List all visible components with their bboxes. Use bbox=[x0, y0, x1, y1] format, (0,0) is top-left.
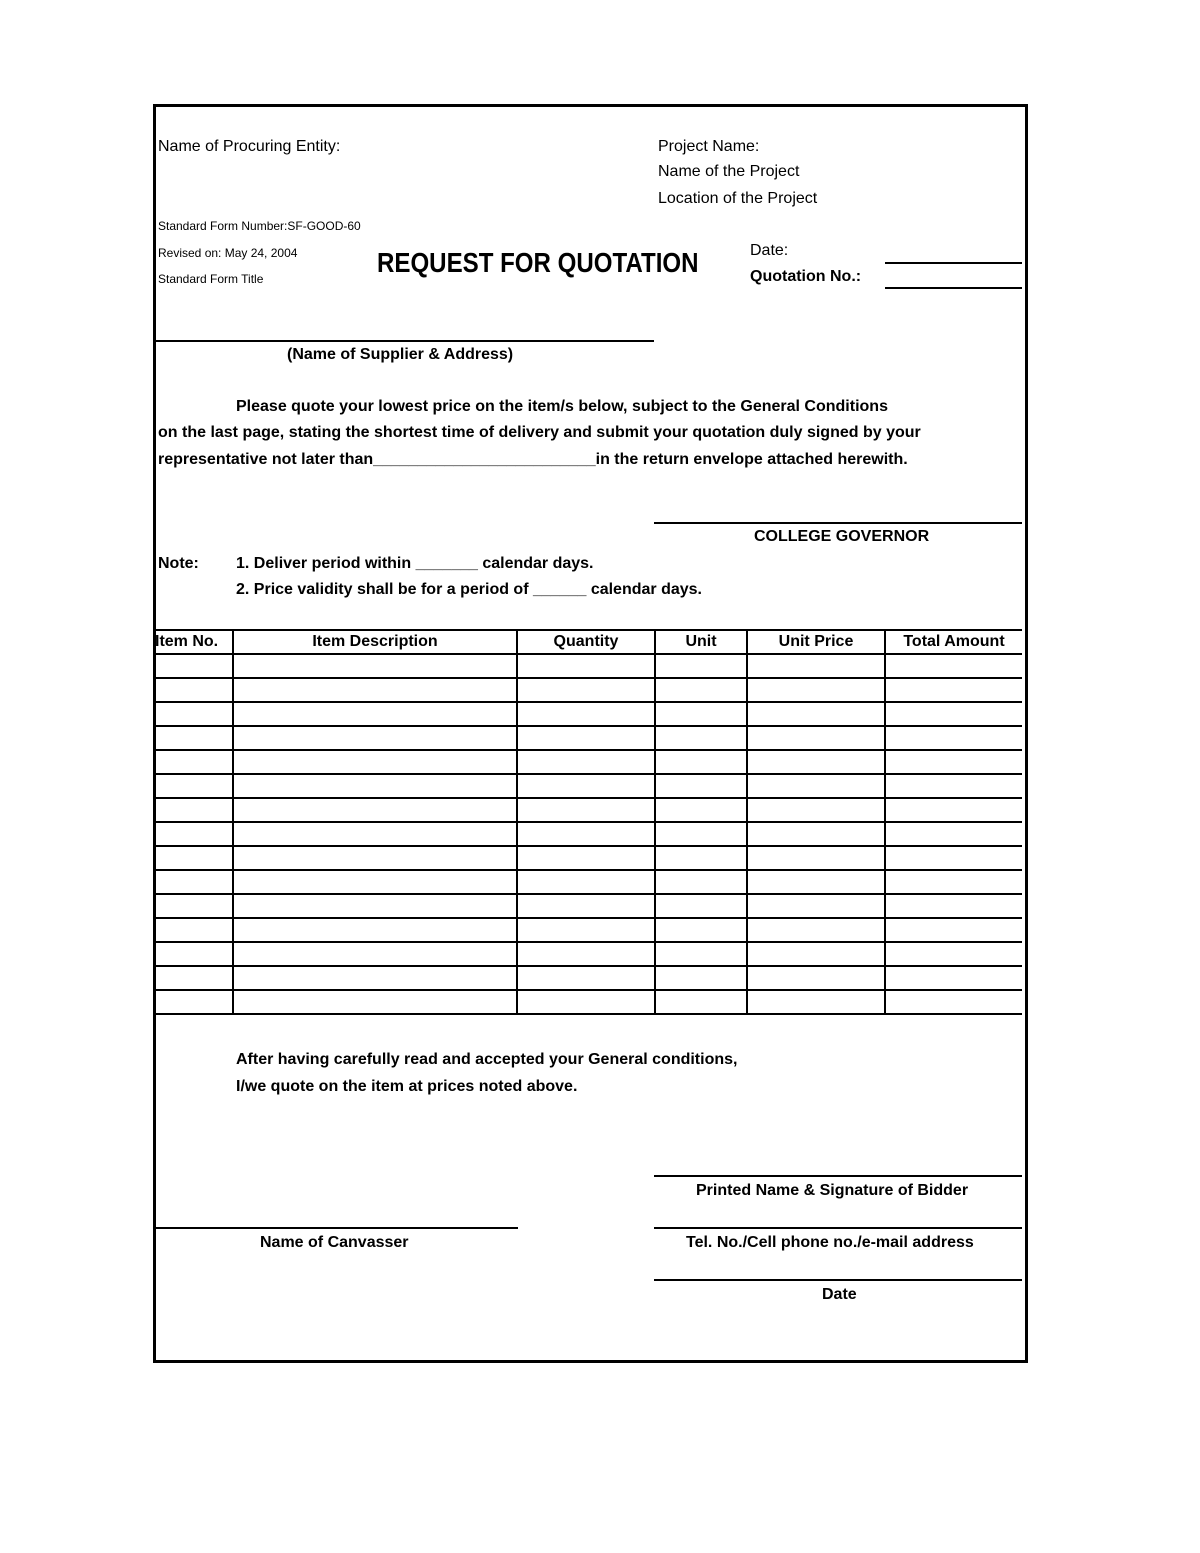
cell-total-amount[interactable] bbox=[885, 990, 1022, 1014]
date-field-line[interactable] bbox=[885, 262, 1022, 264]
column-header-item-no: Item No. bbox=[155, 630, 233, 654]
cell-description[interactable] bbox=[233, 870, 517, 894]
signatory-title: COLLEGE GOVERNOR bbox=[754, 528, 930, 545]
cell-quantity[interactable] bbox=[517, 798, 655, 822]
quotation-no-label: Quotation No.: bbox=[750, 268, 862, 285]
cell-unit-price[interactable] bbox=[747, 750, 885, 774]
table-header-row bbox=[155, 630, 1022, 654]
cell-unit-price[interactable] bbox=[747, 942, 885, 966]
cell-unit-price[interactable] bbox=[747, 918, 885, 942]
cell-unit[interactable] bbox=[655, 966, 747, 990]
project-name-label: Project Name: bbox=[658, 138, 760, 155]
column-header-unit: Unit bbox=[655, 630, 747, 654]
cell-unit-price[interactable] bbox=[747, 726, 885, 750]
footer-date-label: Date bbox=[822, 1286, 857, 1303]
cell-description[interactable] bbox=[233, 822, 517, 846]
cell-unit-price[interactable] bbox=[747, 870, 885, 894]
canvasser-label: Name of Canvasser bbox=[260, 1234, 409, 1251]
cell-item-no[interactable] bbox=[155, 822, 233, 846]
cell-quantity[interactable] bbox=[517, 846, 655, 870]
cell-total-amount[interactable] bbox=[885, 894, 1022, 918]
cell-total-amount[interactable] bbox=[885, 942, 1022, 966]
governor-signature-line[interactable] bbox=[654, 522, 1022, 524]
table-row bbox=[155, 702, 1022, 726]
cell-total-amount[interactable] bbox=[885, 846, 1022, 870]
cell-unit[interactable] bbox=[655, 942, 747, 966]
bidder-signature-line[interactable] bbox=[654, 1175, 1022, 1177]
table-row bbox=[155, 678, 1022, 702]
contact-label: Tel. No./Cell phone no./e-mail address bbox=[686, 1234, 974, 1251]
cell-description[interactable] bbox=[233, 894, 517, 918]
table-row bbox=[155, 654, 1022, 678]
table-row bbox=[155, 942, 1022, 966]
cell-unit[interactable] bbox=[655, 822, 747, 846]
cell-item-no[interactable] bbox=[155, 942, 233, 966]
cell-total-amount[interactable] bbox=[885, 966, 1022, 990]
note-item-1: 1. Deliver period within _______ calendar days. bbox=[236, 555, 594, 572]
instructions-line-1: Please quote your lowest price on the item/s below, subject to the General Conditions bbox=[236, 398, 888, 415]
cell-item-no[interactable] bbox=[155, 726, 233, 750]
quotation-no-field-line[interactable] bbox=[885, 287, 1022, 289]
cell-unit-price[interactable] bbox=[747, 966, 885, 990]
cell-item-no[interactable] bbox=[155, 966, 233, 990]
table-row bbox=[155, 990, 1022, 1014]
table-row bbox=[155, 894, 1022, 918]
cell-total-amount[interactable] bbox=[885, 654, 1022, 678]
cell-quantity[interactable] bbox=[517, 678, 655, 702]
cell-item-no[interactable] bbox=[155, 750, 233, 774]
note-item-2: 2. Price validity shall be for a period of ______ calendar days. bbox=[236, 581, 702, 598]
cell-unit-price[interactable] bbox=[747, 798, 885, 822]
cell-unit[interactable] bbox=[655, 846, 747, 870]
cell-item-no[interactable] bbox=[155, 918, 233, 942]
cell-total-amount[interactable] bbox=[885, 798, 1022, 822]
cell-description[interactable] bbox=[233, 990, 517, 1014]
cell-quantity[interactable] bbox=[517, 942, 655, 966]
items-table bbox=[155, 629, 1022, 1015]
cell-quantity[interactable] bbox=[517, 702, 655, 726]
cell-description[interactable] bbox=[233, 654, 517, 678]
date-signature-line[interactable] bbox=[654, 1279, 1022, 1281]
cell-unit-price[interactable] bbox=[747, 654, 885, 678]
revised-on: Revised on: May 24, 2004 bbox=[158, 246, 298, 260]
form-title-label: Standard Form Title bbox=[158, 272, 264, 286]
page-title: REQUEST FOR QUOTATION bbox=[377, 247, 699, 278]
instructions-line-3: representative not later than_________________________in the return envelope attached herewith. bbox=[158, 451, 908, 468]
cell-item-no[interactable] bbox=[155, 894, 233, 918]
cell-item-no[interactable] bbox=[155, 678, 233, 702]
cell-quantity[interactable] bbox=[517, 918, 655, 942]
cell-unit[interactable] bbox=[655, 870, 747, 894]
cell-item-no[interactable] bbox=[155, 654, 233, 678]
cell-description[interactable] bbox=[233, 942, 517, 966]
acceptance-line-2: I/we quote on the item at prices noted above. bbox=[236, 1078, 578, 1095]
column-header-unit-price: Unit Price bbox=[747, 630, 885, 654]
table-row bbox=[155, 846, 1022, 870]
cell-total-amount[interactable] bbox=[885, 870, 1022, 894]
cell-total-amount[interactable] bbox=[885, 822, 1022, 846]
cell-unit-price[interactable] bbox=[747, 678, 885, 702]
cell-unit[interactable] bbox=[655, 774, 747, 798]
cell-unit[interactable] bbox=[655, 750, 747, 774]
cell-total-amount[interactable] bbox=[885, 726, 1022, 750]
cell-quantity[interactable] bbox=[517, 726, 655, 750]
canvasser-line[interactable] bbox=[155, 1227, 518, 1229]
table-row bbox=[155, 750, 1022, 774]
cell-unit-price[interactable] bbox=[747, 990, 885, 1014]
cell-description[interactable] bbox=[233, 702, 517, 726]
cell-item-no[interactable] bbox=[155, 774, 233, 798]
cell-item-no[interactable] bbox=[155, 846, 233, 870]
table-row bbox=[155, 726, 1022, 750]
column-header-quantity: Quantity bbox=[517, 630, 655, 654]
table-row bbox=[155, 966, 1022, 990]
cell-quantity[interactable] bbox=[517, 654, 655, 678]
cell-item-no[interactable] bbox=[155, 990, 233, 1014]
cell-unit[interactable] bbox=[655, 798, 747, 822]
cell-description[interactable] bbox=[233, 726, 517, 750]
cell-total-amount[interactable] bbox=[885, 678, 1022, 702]
cell-quantity[interactable] bbox=[517, 774, 655, 798]
table-row bbox=[155, 870, 1022, 894]
cell-description[interactable] bbox=[233, 774, 517, 798]
cell-unit-price[interactable] bbox=[747, 774, 885, 798]
cell-item-no[interactable] bbox=[155, 870, 233, 894]
cell-unit-price[interactable] bbox=[747, 894, 885, 918]
cell-unit-price[interactable] bbox=[747, 846, 885, 870]
cell-description[interactable] bbox=[233, 846, 517, 870]
column-header-description: Item Description bbox=[233, 630, 517, 654]
cell-unit[interactable] bbox=[655, 990, 747, 1014]
column-header-total-amount: Total Amount bbox=[885, 630, 1022, 654]
supplier-field-line[interactable] bbox=[155, 340, 654, 342]
bidder-signature-label: Printed Name & Signature of Bidder bbox=[696, 1182, 969, 1199]
table-row bbox=[155, 822, 1022, 846]
cell-total-amount[interactable] bbox=[885, 702, 1022, 726]
cell-item-no[interactable] bbox=[155, 702, 233, 726]
procuring-entity-label: Name of Procuring Entity: bbox=[158, 138, 341, 155]
cell-unit[interactable] bbox=[655, 654, 747, 678]
cell-quantity[interactable] bbox=[517, 894, 655, 918]
contact-line[interactable] bbox=[654, 1227, 1022, 1229]
instructions-line-2: on the last page, stating the shortest time of delivery and submit your quotation duly signed by your bbox=[158, 424, 921, 441]
cell-description[interactable] bbox=[233, 678, 517, 702]
cell-quantity[interactable] bbox=[517, 822, 655, 846]
cell-unit[interactable] bbox=[655, 726, 747, 750]
cell-unit[interactable] bbox=[655, 894, 747, 918]
cell-unit[interactable] bbox=[655, 918, 747, 942]
cell-description[interactable] bbox=[233, 750, 517, 774]
cell-total-amount[interactable] bbox=[885, 750, 1022, 774]
cell-item-no[interactable] bbox=[155, 798, 233, 822]
cell-unit[interactable] bbox=[655, 678, 747, 702]
note-label: Note: bbox=[158, 555, 199, 572]
project-name-value: Name of the Project bbox=[658, 163, 800, 180]
cell-unit[interactable] bbox=[655, 702, 747, 726]
cell-description[interactable] bbox=[233, 918, 517, 942]
form-number: Standard Form Number:SF-GOOD-60 bbox=[158, 219, 361, 233]
cell-total-amount[interactable] bbox=[885, 918, 1022, 942]
cell-unit-price[interactable] bbox=[747, 822, 885, 846]
cell-quantity[interactable] bbox=[517, 966, 655, 990]
cell-description[interactable] bbox=[233, 966, 517, 990]
table-row bbox=[155, 918, 1022, 942]
cell-total-amount[interactable] bbox=[885, 774, 1022, 798]
table-row bbox=[155, 798, 1022, 822]
acceptance-line-1: After having carefully read and accepted your General conditions, bbox=[236, 1051, 738, 1068]
project-location-value: Location of the Project bbox=[658, 190, 818, 207]
cell-unit-price[interactable] bbox=[747, 702, 885, 726]
table-row bbox=[155, 774, 1022, 798]
cell-quantity[interactable] bbox=[517, 750, 655, 774]
cell-description[interactable] bbox=[233, 798, 517, 822]
supplier-label: (Name of Supplier & Address) bbox=[287, 346, 514, 363]
cell-quantity[interactable] bbox=[517, 870, 655, 894]
cell-quantity[interactable] bbox=[517, 990, 655, 1014]
date-label: Date: bbox=[750, 242, 789, 259]
